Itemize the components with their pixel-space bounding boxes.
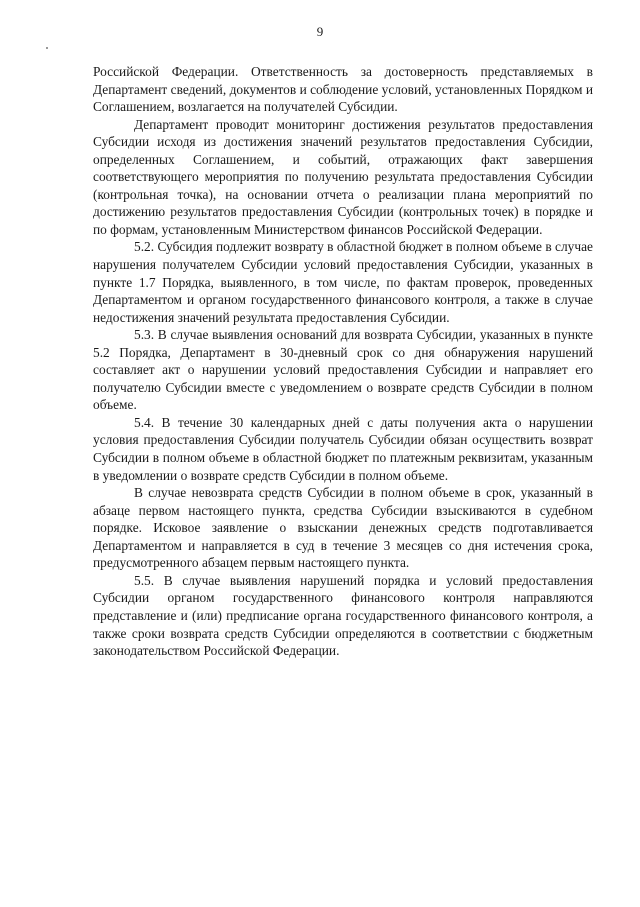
document-body [93, 63, 593, 660]
scan-speck [46, 47, 48, 49]
paragraph-5-2: 5.2. Субсидия подлежит возврату в областной бюджет в полном объеме в случае нарушения получателем Субсидии условий предоставления Субсидии, указанных в пункте 1.7 Порядка, выявленного, в том числе, по фактам проверок, проведенных Департаментом и органом государственного финансового контроля, а также в случае недостижения значений результата предоставления Субсидии. [93, 239, 593, 325]
paragraph-5-4-nonreturn: В случае невозврата средств Субсидии в полном объеме в срок, указанный в абзаце первом настоящего пункта, средства Субсидии взыскиваются в судебном порядке. Исковое заявление о взыскании денежных средств подготавливается Департаментом и направляется в суд в течение 3 месяцев со дня истечения срока, предусмотренного абзацем первым настоящего пункта. [93, 485, 593, 571]
page-number: 9 [316, 24, 324, 39]
paragraph-5-3: 5.3. В случае выявления оснований для возврата Субсидии, указанных в пункте 5.2 Порядка, Департамент в 30-дневный срок со дня обнаружения нарушений составляет акт о нарушении условий предоставления Субсидии и направляет его получателю Субсидии вместе с уведомлением о возврате средств Субсидии в полном объеме. [93, 327, 593, 413]
paragraph-continuation: Российской Федерации. Ответственность за достоверность представляемых в Департамент сведений, документов и соблюдение условий, установленных Порядком и Соглашением, возлагается на получателей Субсидии. [93, 64, 593, 115]
paragraph-monitoring: Департамент проводит мониторинг достижения результатов предоставления Субсидии исходя из достижения значений результатов предоставления Субсидии, определенных Соглашением, и событий, отражающих факт завершения соответствующего мероприятия по получению результата предоставления Субсидии (контрольная точка), на основании отчета о реализации плана мероприятий по достижению результатов предоставления Субсидии (контрольных точек) в порядке и по формам, установленным Министерством финансов Российской Федерации. [93, 116, 593, 237]
paragraph-5-4: 5.4. В течение 30 календарных дней с даты получения акта о нарушении условия предоставления Субсидии получатель Субсидии обязан осуществить возврат Субсидии в полном объеме в областной бюджет по платежным реквизитам, указанным в уведомлении о возврате средств Субсидии в полном объеме. [93, 414, 593, 483]
paragraph-5-5: 5.5. В случае выявления нарушений порядка и условий предоставления Субсидии органом государственного финансового контроля направляются представление и (или) предписание органа государственного финансового контроля, а также сроки возврата средств Субсидии определяются в соответствии с бюджетным законодательством Российской Федерации. [93, 572, 593, 659]
